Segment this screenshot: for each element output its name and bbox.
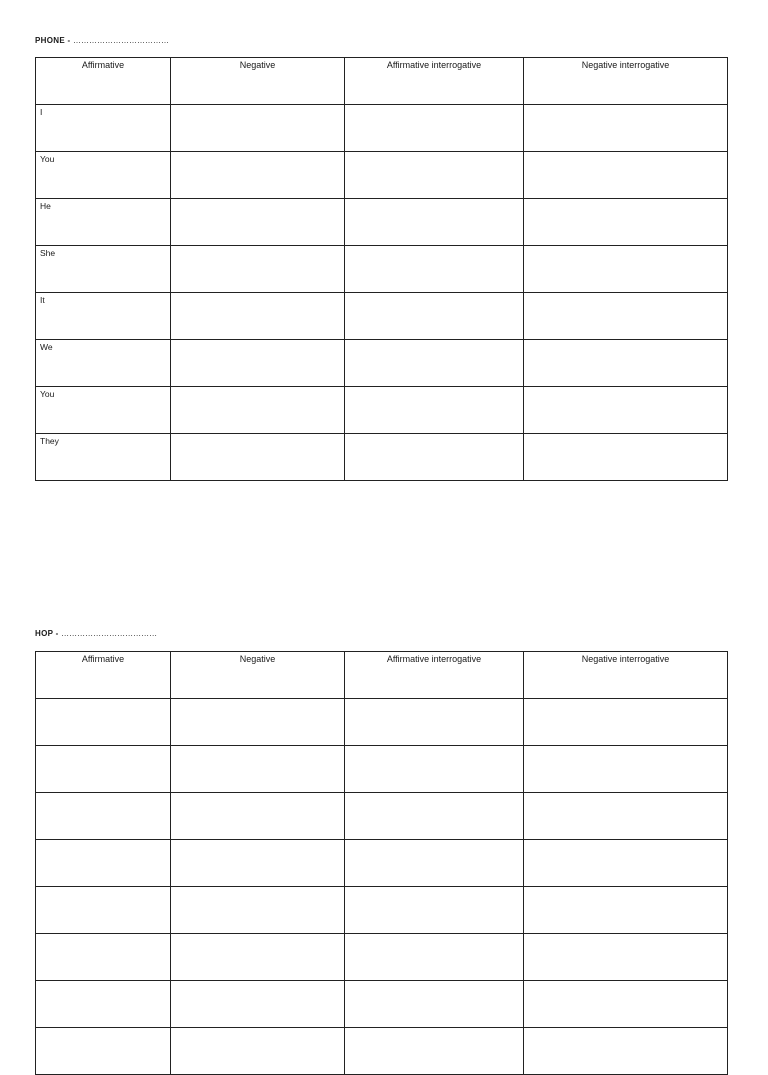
table-row xyxy=(36,434,728,481)
answer-cell[interactable] xyxy=(345,840,524,887)
table-row xyxy=(36,387,728,434)
table-row xyxy=(36,152,728,199)
pronoun-cell[interactable] xyxy=(36,934,171,981)
pronoun-cell[interactable] xyxy=(36,1028,171,1075)
answer-cell[interactable] xyxy=(524,340,728,387)
table-header-row xyxy=(36,58,728,105)
table-row xyxy=(36,840,728,887)
pronoun-cell: I xyxy=(36,105,171,152)
answer-cell[interactable] xyxy=(345,793,524,840)
table-row xyxy=(36,293,728,340)
answer-cell[interactable] xyxy=(171,981,345,1028)
section-title-text: HOP - xyxy=(35,629,62,638)
answer-cell[interactable] xyxy=(171,340,345,387)
answer-cell[interactable] xyxy=(524,293,728,340)
header-negative-interrogative: Negative interrogative xyxy=(524,58,728,105)
answer-cell[interactable] xyxy=(524,934,728,981)
table-row xyxy=(36,699,728,746)
table-row xyxy=(36,793,728,840)
answer-cell[interactable] xyxy=(171,434,345,481)
answer-cell[interactable] xyxy=(345,746,524,793)
answer-cell[interactable] xyxy=(524,746,728,793)
answer-cell[interactable] xyxy=(524,246,728,293)
pronoun-cell: He xyxy=(36,199,171,246)
header-negative-interrogative: Negative interrogative xyxy=(524,652,728,699)
table-row xyxy=(36,105,728,152)
answer-cell[interactable] xyxy=(171,793,345,840)
table-row xyxy=(36,1028,728,1075)
header-affirmative-interrogative: Affirmative interrogative xyxy=(345,58,524,105)
header-affirmative: Affirmative xyxy=(36,652,171,699)
table-row xyxy=(36,934,728,981)
header-negative: Negative xyxy=(171,652,345,699)
pronoun-cell: She xyxy=(36,246,171,293)
answer-cell[interactable] xyxy=(524,887,728,934)
answer-cell[interactable] xyxy=(345,1028,524,1075)
table-row xyxy=(36,887,728,934)
answer-cell[interactable] xyxy=(171,840,345,887)
pronoun-cell[interactable] xyxy=(36,746,171,793)
fill-in-blank: ……………………………… xyxy=(72,36,169,45)
answer-cell[interactable] xyxy=(524,981,728,1028)
pronoun-cell[interactable] xyxy=(36,840,171,887)
fill-in-blank: ……………………………… xyxy=(61,629,158,638)
conjugation-table-hop xyxy=(35,651,728,1075)
answer-cell[interactable] xyxy=(171,293,345,340)
table-row xyxy=(36,199,728,246)
answer-cell[interactable] xyxy=(345,934,524,981)
answer-cell[interactable] xyxy=(171,1028,345,1075)
answer-cell[interactable] xyxy=(524,105,728,152)
answer-cell[interactable] xyxy=(345,199,524,246)
answer-cell[interactable] xyxy=(524,793,728,840)
answer-cell[interactable] xyxy=(345,152,524,199)
answer-cell[interactable] xyxy=(345,340,524,387)
pronoun-cell: They xyxy=(36,434,171,481)
answer-cell[interactable] xyxy=(345,434,524,481)
pronoun-cell: We xyxy=(36,340,171,387)
answer-cell[interactable] xyxy=(524,434,728,481)
pronoun-cell[interactable] xyxy=(36,981,171,1028)
answer-cell[interactable] xyxy=(524,1028,728,1075)
answer-cell[interactable] xyxy=(171,152,345,199)
table-row xyxy=(36,340,728,387)
answer-cell[interactable] xyxy=(345,246,524,293)
answer-cell[interactable] xyxy=(524,699,728,746)
answer-cell[interactable] xyxy=(171,887,345,934)
answer-cell[interactable] xyxy=(171,246,345,293)
answer-cell[interactable] xyxy=(524,387,728,434)
answer-cell[interactable] xyxy=(524,152,728,199)
table-row xyxy=(36,981,728,1028)
answer-cell[interactable] xyxy=(171,105,345,152)
answer-cell[interactable] xyxy=(345,387,524,434)
answer-cell[interactable] xyxy=(345,887,524,934)
pronoun-cell: You xyxy=(36,387,171,434)
answer-cell[interactable] xyxy=(171,199,345,246)
answer-cell[interactable] xyxy=(171,934,345,981)
answer-cell[interactable] xyxy=(171,746,345,793)
conjugation-table-phone xyxy=(35,57,728,481)
header-negative: Negative xyxy=(171,58,345,105)
pronoun-cell[interactable] xyxy=(36,793,171,840)
answer-cell[interactable] xyxy=(345,699,524,746)
answer-cell[interactable] xyxy=(171,699,345,746)
pronoun-cell[interactable] xyxy=(36,887,171,934)
table-row xyxy=(36,246,728,293)
header-affirmative-interrogative: Affirmative interrogative xyxy=(345,652,524,699)
pronoun-cell: It xyxy=(36,293,171,340)
table-row xyxy=(36,746,728,793)
answer-cell[interactable] xyxy=(345,981,524,1028)
section-title-phone xyxy=(35,36,169,45)
table-header-row xyxy=(36,652,728,699)
pronoun-cell[interactable] xyxy=(36,699,171,746)
answer-cell[interactable] xyxy=(524,199,728,246)
answer-cell[interactable] xyxy=(524,840,728,887)
pronoun-cell: You xyxy=(36,152,171,199)
answer-cell[interactable] xyxy=(345,293,524,340)
answer-cell[interactable] xyxy=(171,387,345,434)
section-title-hop xyxy=(35,629,157,638)
answer-cell[interactable] xyxy=(345,105,524,152)
section-title-text: PHONE - xyxy=(35,36,73,45)
header-affirmative: Affirmative xyxy=(36,58,171,105)
